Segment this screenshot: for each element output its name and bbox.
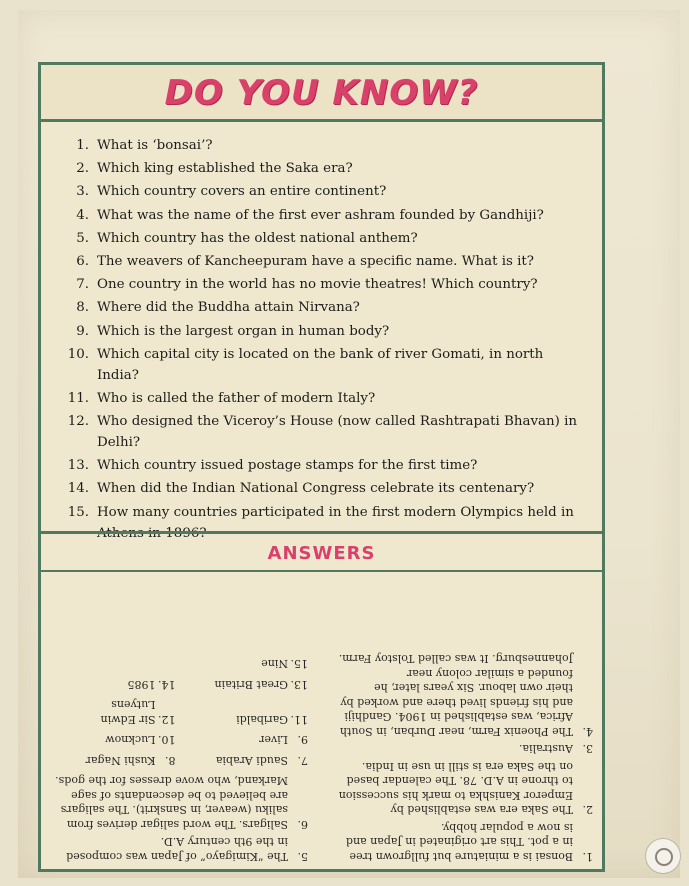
answer-item-number: 7. <box>297 754 308 767</box>
answer-item-text: Lucknow <box>105 733 156 747</box>
page-title: DO YOU KNOW? <box>164 73 479 113</box>
question-item-text: Where did the Buddha attain Nirvana? <box>97 300 360 316</box>
question-item <box>59 135 589 156</box>
section-divider <box>41 531 602 534</box>
question-item-number: 12. <box>67 414 89 430</box>
answer-item-text: The “Kimigayo” of Japan was composed in the 9th century A.D. <box>66 835 288 863</box>
answers-column-right <box>53 656 308 863</box>
quiz-box <box>38 62 605 872</box>
answer-item-number: 14. <box>158 678 176 691</box>
answer-item-text: Kushi Nagar <box>85 754 156 767</box>
answer-item-number: 9. <box>297 733 308 747</box>
answer-item <box>53 753 176 768</box>
question-item-number: 3. <box>76 184 89 200</box>
answer-item-text: Liver <box>259 733 288 747</box>
answer-item-number: 4. <box>582 725 593 738</box>
question-item <box>59 228 589 249</box>
question-item-text: Which country covers an entire continent? <box>97 184 387 200</box>
question-item <box>59 388 589 409</box>
question-item <box>59 478 589 499</box>
question-item-number: 13. <box>67 458 89 474</box>
question-item-text: What was the name of the first ever ashram founded by Gandhiji? <box>97 207 544 223</box>
question-item-text: When did the Indian National Congress celebrate its centenary? <box>97 481 535 497</box>
question-item-number: 7. <box>76 277 89 293</box>
answer-item-number: 5. <box>297 850 308 863</box>
answer-item <box>338 741 593 756</box>
answer-item-text: Nine <box>261 657 288 671</box>
question-item <box>59 205 589 226</box>
question-item <box>59 158 589 179</box>
answer-item <box>53 677 176 692</box>
answer-item-number: 1. <box>582 850 593 863</box>
question-item <box>59 321 589 342</box>
answer-item <box>53 697 176 726</box>
question-item <box>59 455 589 476</box>
question-item-text: What is ‘bonsai’? <box>97 138 213 153</box>
answer-item <box>186 656 309 671</box>
answer-item <box>53 834 308 863</box>
answers-title: ANSWERS <box>267 543 376 564</box>
answers-column-left <box>338 648 593 863</box>
question-item-text: Who designed the Viceroy’s House (now called Rashtrapati Bhavan) in Delhi? <box>97 414 578 451</box>
answer-item <box>53 773 308 831</box>
answers-rule <box>41 570 602 572</box>
question-item-text: Which is the largest organ in human body? <box>97 323 390 339</box>
answer-item <box>186 677 309 692</box>
answer-item-text: Garibaldi <box>236 713 288 726</box>
answer-item-text: Saligars. The word saligar derives from saliku (weaver, in Sanskrit). The saligars are believed to be descendants of sage Markand, who wove dresses for the gods. <box>55 774 288 831</box>
question-item <box>59 297 589 318</box>
question-item-text: Which capital city is located on the bank of river Gomati, in north India? <box>97 346 544 383</box>
question-item-text: Which king established the Saka era? <box>97 161 353 177</box>
question-item <box>59 344 589 386</box>
question-item-number: 9. <box>76 323 89 339</box>
answer-item <box>186 697 309 726</box>
question-item-number: 2. <box>76 161 89 177</box>
answer-item-text: Great Britain <box>214 678 288 691</box>
answer-item-text: Saudi Arabia <box>215 754 288 767</box>
answers-short-list <box>53 656 308 767</box>
answers-upside-down <box>53 583 593 863</box>
question-item-text: One country in the world has no movie theatres! Which country? <box>97 277 538 293</box>
answer-item-text: 1985 <box>127 678 156 691</box>
answer-item <box>186 753 309 768</box>
question-item-text: The weavers of Kancheepuram have a specific name. What is it? <box>97 253 534 269</box>
question-item-number: 15. <box>67 504 89 520</box>
question-item <box>59 502 589 544</box>
question-item-number: 6. <box>76 253 89 269</box>
answer-item-number: 10. <box>158 733 176 747</box>
answer-item-number: 12. <box>158 713 176 726</box>
question-item <box>59 274 589 295</box>
answer-item-number: 3. <box>582 742 593 756</box>
question-item-number: 1. <box>76 138 89 153</box>
question-item-number: 10. <box>67 346 89 362</box>
answer-item <box>186 732 309 747</box>
answer-item-number: 8. <box>165 754 176 767</box>
question-item-text: Which country has the oldest national anthem? <box>97 230 418 246</box>
answer-item-number: 13. <box>290 678 308 691</box>
answer-item <box>338 759 593 817</box>
question-item-number: 8. <box>76 300 89 316</box>
answer-item-number: 6. <box>297 818 308 831</box>
questions-list <box>59 135 589 546</box>
answer-item-text: Australia. <box>518 742 573 756</box>
answer-item-text: Bonsai is a miniature but fullgrown tree in a pot. This art originated in Japan and is now a popular hobby. <box>345 821 573 863</box>
answer-item <box>338 820 593 864</box>
question-item-number: 5. <box>76 230 89 246</box>
question-item-text: Who is called the father of modern Italy? <box>97 390 376 406</box>
answer-item-number: 15. <box>290 657 308 671</box>
answer-item-text: The Phoenix Farm, near Durban, in South Africa, was established in 1904. Gandhiji and his friends lived there and worked by their own labour. Six years later, he founded a similar colony near Johannesburg. It was called Tolstoy Farm. <box>338 652 573 738</box>
question-item-number: 11. <box>67 390 89 406</box>
answer-item-text: Sir Edwin Lutyens <box>100 698 156 726</box>
question-item <box>59 411 589 453</box>
question-item <box>59 181 589 202</box>
answer-item-number: 11. <box>290 713 308 726</box>
answer-item-number: 2. <box>582 803 593 817</box>
question-item-number: 14. <box>67 481 89 497</box>
question-item-text: How many countries participated in the first modern Olympics held in <box>97 504 574 520</box>
title-band <box>41 65 602 122</box>
question-item <box>59 251 589 272</box>
question-item-number: 4. <box>76 207 89 223</box>
publisher-logo <box>645 838 681 874</box>
answer-item-text: The Saka era was established by Emperor Kanishka to mark his succession to throne in A.D. 78. The calendar based on the Saka era is still in use in India. <box>338 760 573 817</box>
answer-item <box>338 651 593 738</box>
answer-item <box>53 732 176 747</box>
question-item-text: Which country issued postage stamps for the first time? <box>97 458 478 474</box>
